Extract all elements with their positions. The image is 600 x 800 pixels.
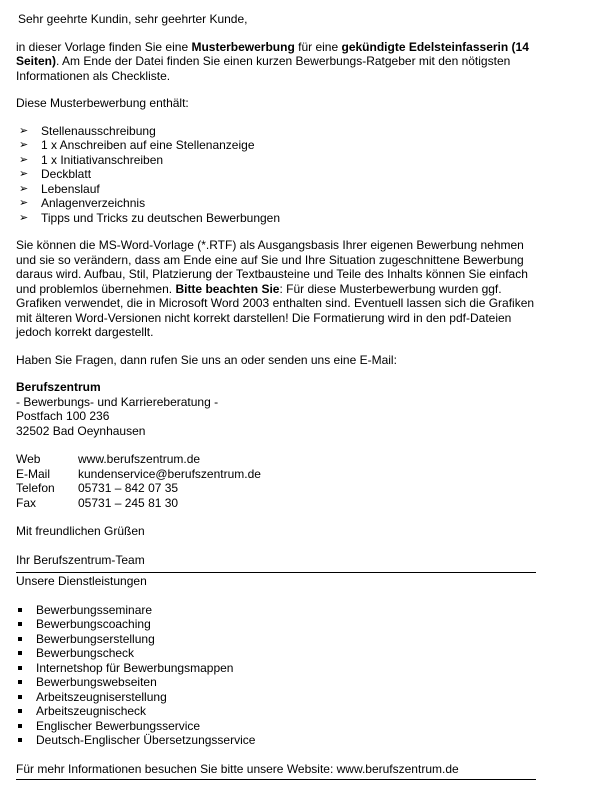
square-bullet-icon — [18, 709, 22, 713]
questions-line: Haben Sie Fragen, dann rufen Sie uns an oder senden uns eine E-Mail: — [16, 352, 397, 367]
body-bold-note: Bitte beachten Sie — [175, 281, 280, 296]
intro-text-1: in dieser Vorlage finden Sie eine — [16, 39, 192, 54]
arrow-bullet-icon: ➢ — [19, 197, 29, 209]
list-item: ➢ 1 x Anschreiben auf eine Stellenanzeige — [19, 138, 255, 152]
contact-label: E-Mail — [16, 466, 51, 481]
list-item: ➢ 1 x Initiativanschreiben — [19, 152, 164, 167]
list-item: ➢ Tipps und Tricks zu deutschen Bewerbungen — [19, 210, 281, 225]
list-item: Bewerbungscheck — [16, 646, 536, 661]
document-page — [16, 0, 536, 780]
contact-value: 05731 – 842 07 35 — [78, 481, 179, 495]
company-tagline: - Bewerbungs- und Karriereberatung - — [16, 394, 219, 409]
square-bullet-icon — [18, 738, 22, 742]
contact-label: Fax — [16, 495, 37, 510]
contents-heading: Diese Musterbewerbung enthält: — [16, 96, 189, 110]
contact-row-fax — [16, 496, 536, 511]
services-list — [16, 603, 536, 748]
company-city: 32502 Bad Oeynhausen — [16, 423, 146, 438]
contact-label: Web — [16, 452, 41, 466]
list-item: Arbeitszeugnischeck — [16, 704, 536, 719]
arrow-bullet-icon: ➢ — [19, 153, 29, 166]
list-item: ➢ Deckblatt — [19, 167, 92, 181]
contact-row-email — [16, 467, 536, 482]
company-name: Berufszentrum — [16, 380, 101, 394]
square-bullet-icon — [18, 680, 22, 684]
list-item: Bewerbungscoaching — [16, 617, 536, 632]
list-item: ➢ Lebenslauf — [19, 181, 100, 196]
square-bullet-icon — [18, 695, 22, 699]
list-item: ➢ Stellenausschreibung — [19, 123, 156, 138]
contents-list — [16, 124, 536, 226]
company-address — [16, 380, 536, 438]
list-item: Deutsch-Englischer Übersetzungsservice — [16, 733, 536, 748]
intro-bold-1: Musterbewerbung — [191, 39, 295, 54]
intro-text-2: für eine — [294, 39, 342, 54]
list-item: Englischer Bewerbungsservice — [16, 719, 536, 734]
contact-row-phone — [16, 481, 536, 496]
divider — [16, 779, 536, 780]
intro-bold-2: gekündigte Edelsteinfasserin (14 Seiten) — [16, 39, 529, 68]
square-bullet-icon — [18, 724, 22, 728]
list-item: ➢ Anlagenverzeichnis — [19, 196, 146, 210]
square-bullet-icon — [18, 608, 22, 612]
services-heading: Unsere Dienstleistungen — [16, 574, 147, 588]
closing-salutation: Mit freundlichen Grüßen — [16, 524, 145, 538]
square-bullet-icon — [18, 637, 22, 641]
greeting: Sehr geehrte Kundin, sehr geehrter Kunde, — [18, 12, 248, 26]
company-street: Postfach 100 236 — [16, 409, 110, 423]
list-item: Bewerbungswebseiten — [16, 675, 536, 690]
square-bullet-icon — [18, 622, 22, 626]
arrow-bullet-icon: ➢ — [19, 124, 29, 137]
contact-value: 05731 – 245 81 30 — [78, 495, 179, 510]
contact-block — [16, 452, 536, 510]
arrow-bullet-icon: ➢ — [19, 139, 29, 151]
square-bullet-icon — [18, 666, 22, 670]
intro-text-3: . Am Ende der Datei finden Sie einen kurzen Bewerbungs-Ratgeber mit den nötigsten Informationen als Checkliste. — [16, 54, 511, 83]
contact-row-web — [16, 452, 536, 467]
list-item: Arbeitszeugniserstellung — [16, 690, 536, 705]
arrow-bullet-icon: ➢ — [19, 211, 29, 224]
square-bullet-icon — [18, 651, 22, 655]
body-paragraph — [16, 238, 536, 340]
contact-value: www.berufszentrum.de — [78, 452, 201, 466]
contact-label: Telefon — [16, 481, 55, 495]
divider — [16, 572, 536, 573]
footer-note: Für mehr Informationen besuchen Sie bitte unsere Website: www.berufszentrum.de — [16, 761, 459, 776]
body-text-1: Sie können die MS-Word-Vorlage (*.RTF) als Ausgangsbasis Ihrer eigenen Bewerbung nehmen und sie so verändern, dass am Ende eine auf Sie und Ihre Situation zugeschnittene Bewerbung daraus wird. Aufbau, Stil, Platzierung der Textbausteine und Teile des Inhalts können Sie einfach und problemlos übernehmen. — [16, 238, 528, 296]
list-item: Bewerbungserstellung — [16, 632, 536, 647]
intro-paragraph — [16, 40, 536, 84]
contact-value: kundenservice@berufszentrum.de — [78, 466, 261, 481]
arrow-bullet-icon: ➢ — [19, 168, 29, 180]
team-signature: Ihr Berufszentrum-Team — [16, 552, 145, 567]
body-text-2: : Für diese Musterbewerbung wurden ggf. Grafiken verwendet, die in Microsoft Word 2003 enthalten sind. Eventuell lassen sich die Grafiken mit älteren Word-Versionen nicht korrekt darstellen! Die Formatierung wird in den pdf-Dateien jedoch korrekt dargestellt. — [16, 281, 535, 339]
list-item: Internetshop für Bewerbungsmappen — [16, 661, 536, 676]
arrow-bullet-icon: ➢ — [19, 182, 29, 195]
list-item: Bewerbungsseminare — [16, 603, 536, 618]
